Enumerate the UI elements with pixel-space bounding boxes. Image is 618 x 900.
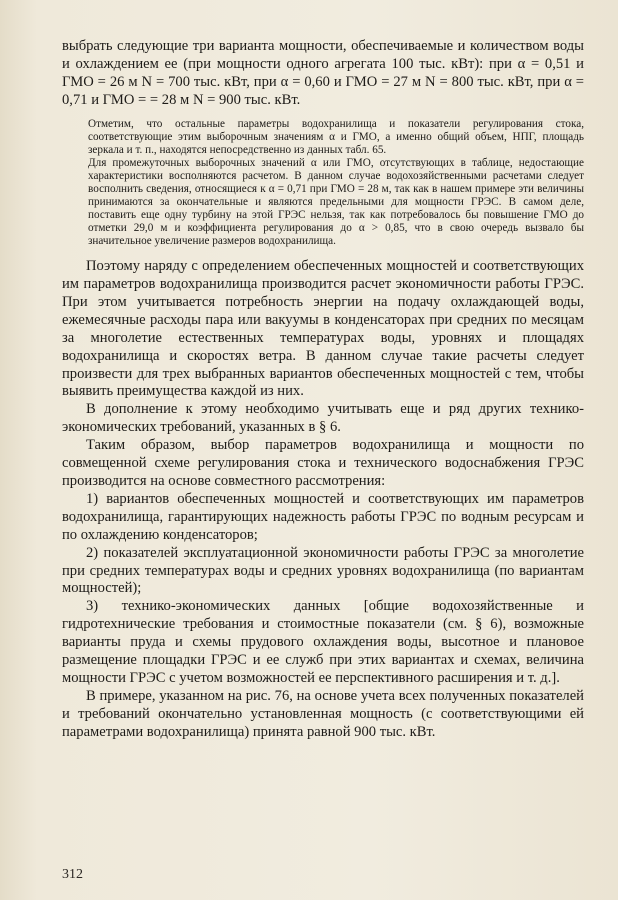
list-item: 1) вариантов обеспеченных мощностей и соответствующих им параметров водохранилища, гарантирующих надежность работы ГРЭС по водным ресурсам и по охлаждению конденсаторов; [62,490,584,543]
paragraph-continued: выбрать следующие три варианта мощности, обеспечиваемые и количеством воды и охлаждением ее (при мощности одного агрегата 100 тыс. кВт): при α = 0,51 и ГМО = 26 м N = 700 тыс. кВт, при α = 0,60 и ГМО = 27 м N = 800 тыс. кВт, при α = 0,71 и ГМО = = 28 м N = 900 тыс. кВт. [62,38,584,108]
list-item: 2) показателей эксплуатационной экономичности работы ГРЭС за многолетие при средних температурах воды и средних уровнях водохранилища (по вариантам мощностей); [62,544,584,597]
text-column [62,38,584,742]
body-paragraph: В примере, указанном на рис. 76, на основе учета всех полученных показателей и требований окончательно установленная мощность (с соответствующими ей параметрами водохранилища) принята равной 900 тыс. кВт. [62,687,584,740]
body-paragraph: Поэтому наряду с определением обеспеченных мощностей и соответствующих им параметров водохранилища производится расчет экономичности работы ГРЭС. При этом учитывается потребность энергии на подачу охлаждающей воды, ежемесячные расходы пара или вакуумы в конденсаторах при средних по месяцам за многолетие естественных температурах воды, уровнях и площадях водохранилища и скоростях ветра. В данном случае такие расчеты следует произвести для трех выбранных вариантов обеспеченных мощностей с тем, чтобы выявить преимущества каждой из них. [62,258,584,400]
note-paragraph: Для промежуточных выборочных значений α или ГМО, отсутствующих в таблице, недостающие характеристики восполняются расчетом. В данном случае водохозяйственными расчетами следует восполнить сведения, относящиеся к α = 0,71 при ГМО = 28 м, так как в нашем примере эти величины принимаются за окончательные и являются предельными для мощности ГРЭС. В самом деле, поставить еще одну турбину на этой ГРЭС нельзя, так как потребовалось бы повышение ГМО до отметки 29,0 м и коэффициента регулирования до α > 0,85, что в свою очередь вызвало бы значительное увеличение размеров водохранилища. [88,156,584,248]
list-item: 3) технико-экономических данных [общие водохозяйственные и гидротехнические требования и стоимостные показатели (см. § 6), возможные варианты пруда и схемы прудового охлаждения воды, высотное и плановое размещение площадки ГРЭС и ее служб при этих вариантах и схемах, величина мощности ГРЭС с учетом возможностей ее перспективного расширения и т. д.]. [62,598,584,686]
body-paragraph: В дополнение к этому необходимо учитывать еще и ряд других технико-экономических требований, указанных в § 6. [62,401,584,436]
page-number: 312 [62,867,83,882]
note-paragraph: Отметим, что остальные параметры водохранилища и показатели регулирования стока, соответствующие этим выборочным значениям α и ГМО, а именно общий объем, НПГ, площадь зеркала и т. п., находятся непосредственно из данных табл. 65. [88,117,584,156]
body-paragraph: Таким образом, выбор параметров водохранилища и мощности по совмещенной схеме регулирования стока и технического водоснабжения ГРЭС производится на основе совместного рассмотрения: [62,437,584,489]
